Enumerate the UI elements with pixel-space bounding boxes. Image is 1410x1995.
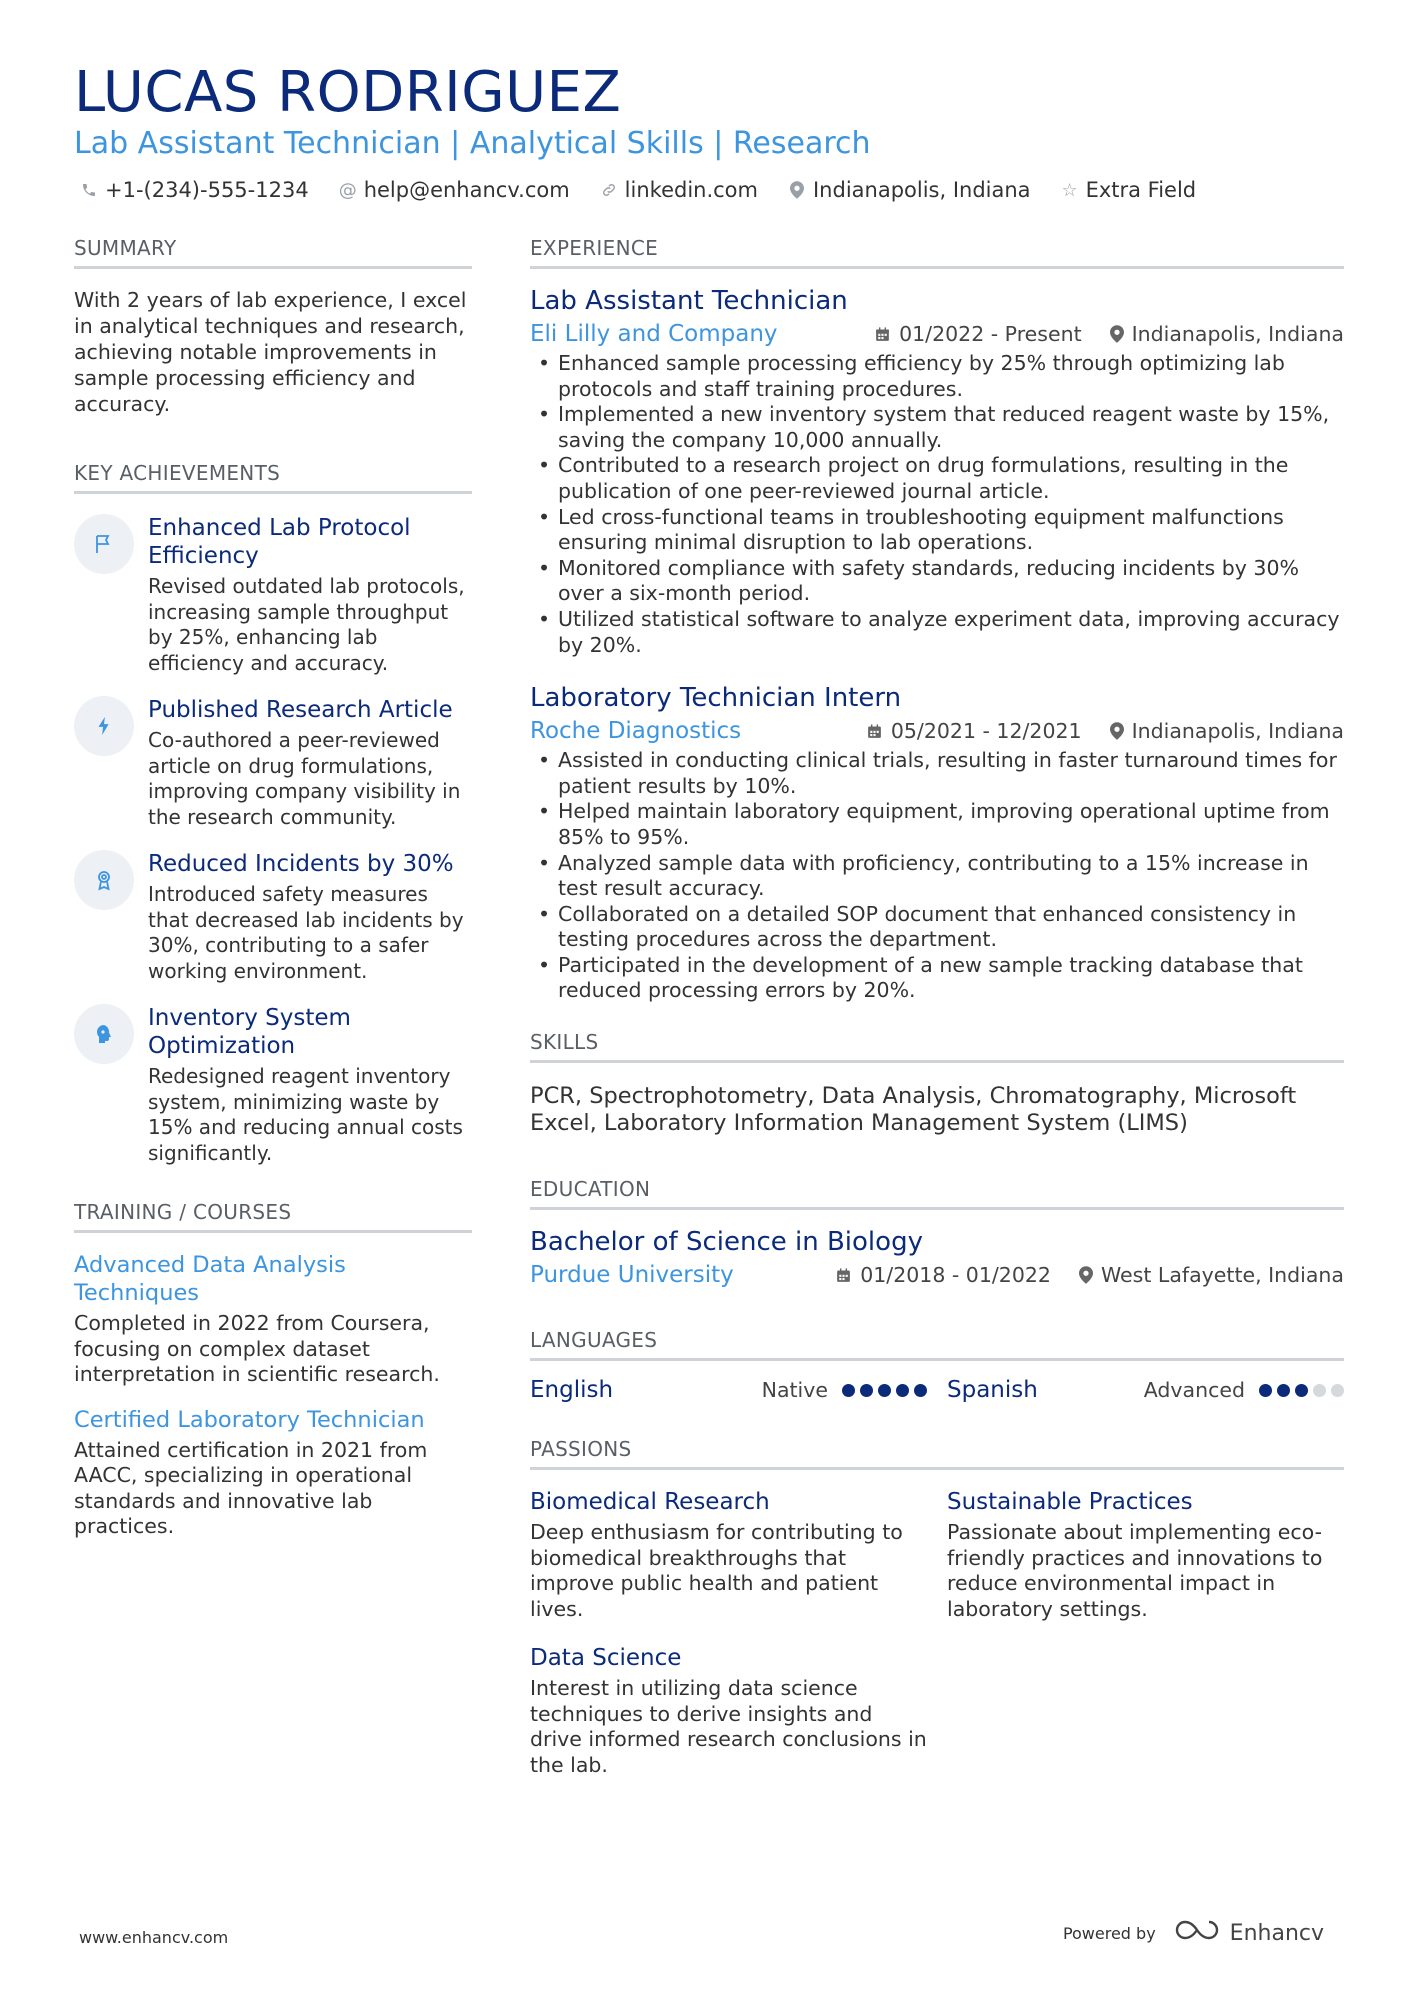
- achievements-section: [74, 461, 472, 1166]
- language-name: Spanish: [947, 1377, 1038, 1404]
- training-heading: TRAINING / COURSES: [74, 1200, 472, 1233]
- passion-item: [530, 1488, 927, 1622]
- language-item: [947, 1377, 1344, 1403]
- passion-title: Biomedical Research: [530, 1489, 770, 1516]
- bullet-item: • Implemented a new inventory system that reduced reagent waste by 15%, saving the company 10,000 annually.: [530, 402, 1344, 453]
- powered-by-text: Powered by: [1062, 1923, 1156, 1943]
- proficiency-dot-filled: [1259, 1384, 1272, 1397]
- passion-desc: Deep enthusiasm for contributing to biomedical breakthroughs that improve public health and patient lives.: [530, 1520, 903, 1621]
- contact-bar: [80, 178, 1196, 202]
- bullet-item: • Utilized statistical software to analyze experiment data, improving accuracy by 20%.: [530, 607, 1344, 658]
- footer-branding: [1063, 1918, 1324, 1948]
- language-item: [530, 1377, 927, 1403]
- proficiency-dots: [1259, 1384, 1344, 1397]
- phone-text: +1-(234)-555-1234: [105, 178, 309, 202]
- contact-extra: [1061, 178, 1197, 202]
- achievement-item: [74, 850, 472, 984]
- job-bullets: [530, 748, 1344, 1004]
- education-section: [530, 1177, 1344, 1288]
- language-name: English: [530, 1377, 614, 1404]
- job-entry: [530, 682, 1344, 1004]
- course-title: Certified Laboratory Technician: [74, 1406, 425, 1433]
- job-bullets: [530, 351, 1344, 658]
- skills-section: [530, 1030, 1344, 1137]
- achievement-title: Published Research Article: [148, 697, 453, 723]
- languages-section: [530, 1328, 1344, 1403]
- calendar-icon: [874, 326, 891, 343]
- achievement-desc: Co-authored a peer-reviewed article on drug formulations, improving company visibility in the research community.: [148, 728, 461, 829]
- proficiency-dot-filled: [896, 1384, 909, 1397]
- map-pin-icon: [1110, 325, 1124, 343]
- bullet-item: • Helped maintain laboratory equipment, improving operational uptime from 85% to 95%.: [530, 799, 1344, 850]
- bullet-item: • Assisted in conducting clinical trials, resulting in faster turnaround times for patient results by 10%.: [530, 748, 1344, 799]
- passion-item: [947, 1488, 1344, 1622]
- proficiency-dot-filled: [1295, 1384, 1308, 1397]
- achievement-item: [74, 514, 472, 676]
- skills-heading: SKILLS: [530, 1030, 1344, 1063]
- company-name: Roche Diagnostics: [530, 718, 742, 745]
- link-icon: [600, 182, 618, 198]
- bullet-item: • Contributed to a research project on drug formulations, resulting in the publication of one peer-reviewed journal article.: [530, 453, 1344, 504]
- job-dates: 05/2021 - 12/2021: [890, 719, 1082, 744]
- languages-heading: LANGUAGES: [530, 1328, 1344, 1361]
- headline: Lab Assistant Technician | Analytical Skills | Research: [74, 126, 871, 161]
- proficiency-dot-filled: [878, 1384, 891, 1397]
- bullet-item: • Monitored compliance with safety standards, reducing incidents by 30% over a six-month period.: [530, 556, 1344, 607]
- lightning-icon: [74, 696, 134, 756]
- achievement-title: Reduced Incidents by 30%: [148, 851, 454, 877]
- passion-title: Sustainable Practices: [947, 1489, 1193, 1516]
- star-icon: ☆: [1061, 179, 1078, 201]
- contact-location: [788, 178, 1031, 202]
- bullet-item: • Collaborated on a detailed SOP document that enhanced consistency in testing procedures across the department.: [530, 902, 1344, 953]
- summary-text: With 2 years of lab experience, I excel in analytical techniques and research, achieving notable improvements in sample processing efficiency and accuracy.: [74, 288, 467, 416]
- proficiency-dot-filled: [860, 1384, 873, 1397]
- achievement-title: Enhanced Lab Protocol Efficiency: [148, 515, 411, 569]
- flag-icon: [74, 514, 134, 574]
- skills-text: PCR, Spectrophotometry, Data Analysis, Chromatography, Microsoft Excel, Laboratory Information Management System (LIMS): [530, 1083, 1297, 1137]
- course-item: [74, 1406, 472, 1540]
- proficiency-dot-filled: [842, 1384, 855, 1397]
- job-title: Laboratory Technician Intern: [530, 683, 902, 714]
- education-location: West Lafayette, Indiana: [1100, 1263, 1344, 1288]
- proficiency-dot-filled: [1277, 1384, 1290, 1397]
- achievements-heading: KEY ACHIEVEMENTS: [74, 461, 472, 494]
- language-level: Advanced: [1143, 1378, 1245, 1403]
- education-heading: EDUCATION: [530, 1177, 1344, 1210]
- brand-logo[interactable]: [1174, 1918, 1324, 1948]
- summary-heading: SUMMARY: [74, 236, 472, 269]
- achievement-title: Inventory System Optimization: [148, 1005, 351, 1059]
- achievement-item: [74, 1004, 472, 1166]
- map-pin-icon: [1079, 1266, 1093, 1284]
- footer-website[interactable]: www.enhancv.com: [79, 1928, 229, 1947]
- language-level: Native: [761, 1378, 828, 1403]
- brand-name: Enhancv: [1229, 1920, 1324, 1946]
- achievement-desc: Revised outdated lab protocols, increasing sample throughput by 25%, enhancing lab efficiency and accuracy.: [148, 574, 465, 675]
- experience-section: [530, 236, 1344, 1004]
- right-column: [530, 236, 1344, 1778]
- linkedin-text: linkedin.com: [624, 178, 758, 202]
- course-desc: Completed in 2022 from Coursera, focusing on complex dataset interpretation in scientific research.: [74, 1311, 440, 1386]
- contact-linkedin[interactable]: [600, 178, 758, 202]
- bullet-item: • Enhanced sample processing efficiency by 25% through optimizing lab protocols and staff training procedures.: [530, 351, 1344, 402]
- bullet-item: • Analyzed sample data with proficiency, contributing to a 15% increase in test result accuracy.: [530, 851, 1344, 902]
- passion-desc: Passionate about implementing eco-friendly practices and innovations to reduce environmental impact in laboratory settings.: [947, 1520, 1323, 1621]
- training-section: [74, 1200, 472, 1540]
- calendar-icon: [866, 723, 883, 740]
- achievement-item: [74, 696, 472, 830]
- proficiency-dot-filled: [914, 1384, 927, 1397]
- contact-email[interactable]: [339, 178, 570, 202]
- experience-heading: EXPERIENCE: [530, 236, 1344, 269]
- passions-heading: PASSIONS: [530, 1437, 1344, 1470]
- proficiency-dot-empty: [1313, 1384, 1326, 1397]
- passion-title: Data Science: [530, 1645, 682, 1672]
- achievement-desc: Redesigned reagent inventory system, minimizing waste by 15% and reducing annual costs significantly.: [148, 1064, 463, 1165]
- job-title: Lab Assistant Technician: [530, 286, 848, 316]
- at-icon: @: [338, 179, 357, 201]
- calendar-icon: [835, 1267, 852, 1284]
- job-location: Indianapolis, Indiana: [1131, 719, 1344, 744]
- passion-item: [530, 1644, 927, 1778]
- proficiency-dots: [842, 1384, 927, 1397]
- education-dates: 01/2018 - 01/2022: [860, 1263, 1051, 1288]
- map-pin-icon: [788, 181, 806, 199]
- degree-title: Bachelor of Science in Biology: [530, 1227, 923, 1258]
- proficiency-dot-empty: [1331, 1384, 1344, 1397]
- course-title: Advanced Data Analysis Techniques: [74, 1252, 346, 1306]
- passion-desc: Interest in utilizing data science techniques to derive insights and drive informed research conclusions in the lab.: [530, 1676, 927, 1777]
- email-text: help@enhancv.com: [363, 178, 570, 202]
- extra-field-text: Extra Field: [1085, 178, 1197, 202]
- summary-section: [74, 236, 472, 417]
- map-pin-icon: [1110, 722, 1124, 740]
- job-dates: 01/2022 - Present: [899, 322, 1082, 346]
- phone-icon: [80, 182, 98, 198]
- job-entry: [530, 285, 1344, 658]
- company-name: Eli Lilly and Company: [530, 321, 778, 347]
- school-name: Purdue University: [530, 1262, 734, 1289]
- infinity-logo-icon: [1174, 1918, 1220, 1948]
- medal-icon: [74, 850, 134, 910]
- contact-phone[interactable]: [80, 178, 309, 202]
- course-desc: Attained certification in 2021 from AACC, specializing in operational standards and innovative lab practices.: [74, 1437, 428, 1538]
- bullet-item: • Led cross-functional teams in troubleshooting equipment malfunctions ensuring minimal disruption to lab operations.: [530, 505, 1344, 556]
- location-text: Indianapolis, Indiana: [812, 178, 1031, 202]
- course-item: [74, 1251, 472, 1388]
- candidate-name: LUCAS RODRIGUEZ: [74, 60, 622, 125]
- bullet-item: • Participated in the development of a new sample tracking database that reduced processing errors by 20%.: [530, 953, 1344, 1004]
- brain-icon: [74, 1004, 134, 1064]
- left-column: [74, 236, 472, 1558]
- job-location: Indianapolis, Indiana: [1131, 322, 1344, 346]
- achievement-desc: Introduced safety measures that decreased lab incidents by 30%, contributing to a safer working environment.: [148, 882, 464, 983]
- passions-section: [530, 1437, 1344, 1778]
